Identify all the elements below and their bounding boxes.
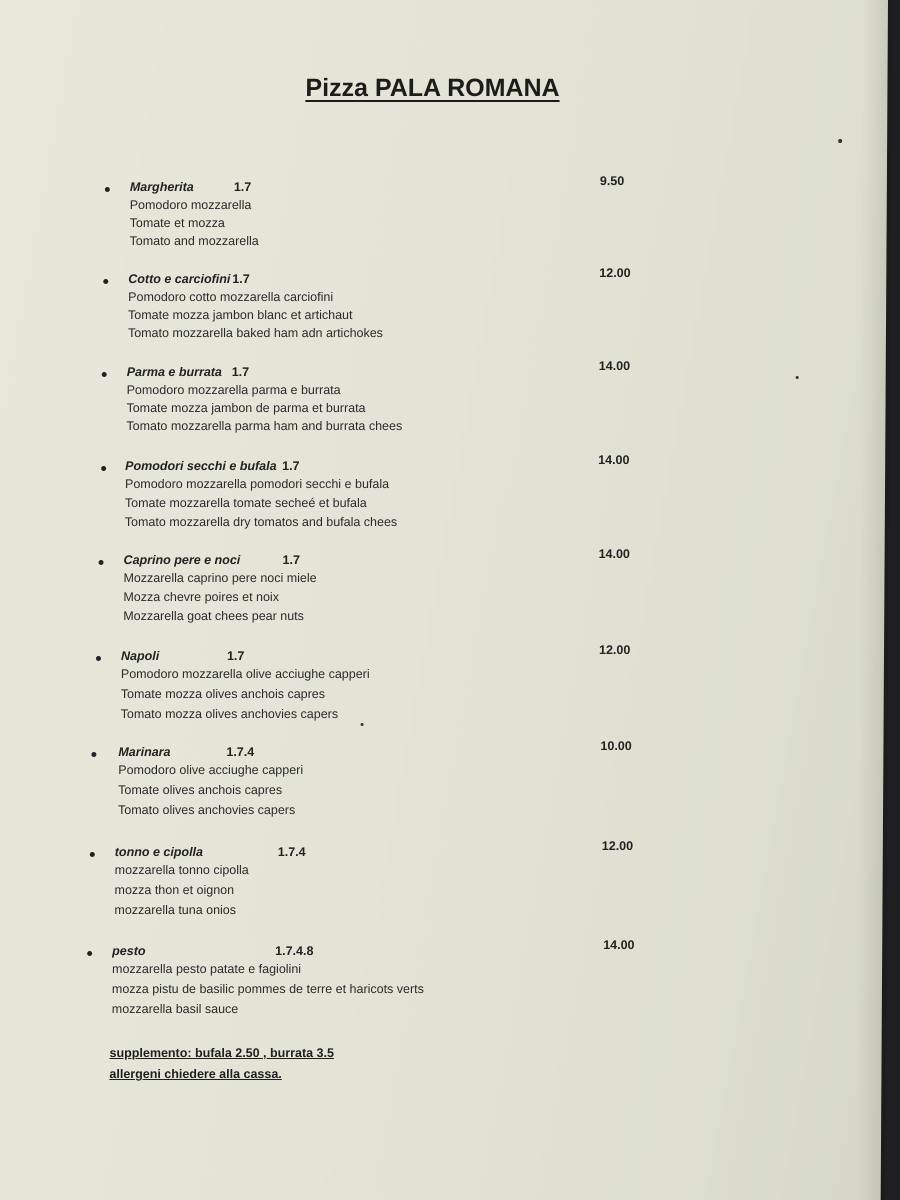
menu-item (0, 547, 885, 643)
menu-item (0, 359, 886, 455)
paper-speck (796, 376, 799, 379)
allergen-code: 1.7.4.8 (275, 944, 314, 958)
menu-item (0, 266, 886, 362)
item-price: 14.00 (598, 359, 631, 373)
bullet-point (91, 752, 96, 757)
allergen-code: 1.7.4 (226, 745, 255, 759)
menu-item (0, 643, 884, 739)
bullet-point (105, 187, 110, 192)
allergen-code: 1.7 (282, 553, 301, 567)
item-name: Pomodori secchi e bufala (125, 459, 277, 473)
menu-title: Pizza PALA ROMANA (305, 74, 560, 102)
item-description: Pomodoro mozzarella parma e burrata (126, 383, 341, 397)
item-description: Pomodoro mozzarella pomodori secchi e bufala (125, 477, 390, 491)
item-description: Tomate mozzarella tomate secheé et bufala (124, 496, 367, 510)
item-description: mozza thon et oignon (114, 883, 235, 897)
item-name: Margherita (129, 180, 194, 194)
item-description: Tomato mozzarella baked ham adn artichokes (127, 326, 384, 340)
item-description: Pomodoro mozzarella olive acciughe capperi (120, 667, 370, 681)
allergen-code: 1.7 (233, 180, 252, 194)
item-name: pesto (112, 944, 146, 958)
paper-speck (361, 723, 364, 726)
item-price: 12.00 (598, 643, 631, 657)
item-description: mozzarella basil sauce (111, 1002, 239, 1016)
allergen-code: 1.7 (226, 649, 245, 663)
item-description: Tomate mozza jambon blanc et artichaut (128, 308, 353, 322)
item-description: Tomate mozza jambon de parma et burrata (126, 401, 366, 415)
menu-item (0, 174, 887, 270)
item-description: mozzarella tonno cipolla (114, 863, 249, 877)
item-price: 10.00 (600, 739, 632, 753)
allergen-code: 1.7 (232, 272, 250, 286)
item-name: Caprino pere e noci (123, 553, 241, 567)
item-price: 12.00 (601, 839, 634, 853)
bullet-point (96, 656, 101, 661)
bullet-point (90, 852, 95, 857)
paper-speck (838, 139, 842, 143)
item-description: mozza pistu de basilic pommes de terre et haricots verts (111, 982, 424, 996)
item-description: Pomodoro mozzarella (129, 198, 252, 212)
item-description: Pomodoro cotto mozzarella carciofini (128, 290, 334, 304)
item-description: Tomate mozza olives anchois capres (120, 687, 326, 701)
allergen-code: 1.7.4 (277, 845, 306, 859)
item-description: Tomato and mozzarella (129, 234, 259, 248)
item-description: Mozza chevre poires et noix (123, 590, 280, 604)
item-name: Napoli (120, 649, 160, 663)
item-description: mozzarella tuna onios (114, 903, 237, 917)
item-price: 14.00 (603, 938, 635, 952)
menu-item (0, 839, 883, 935)
item-price: 9.50 (599, 174, 625, 188)
item-description: Tomato olives anchovies capers (118, 803, 296, 817)
item-description: Mozzarella goat chees pear nuts (123, 609, 304, 623)
item-description: mozzarella pesto patate e fagiolini (112, 962, 302, 976)
bullet-point (99, 560, 104, 565)
item-description: Tomato mozza olives anchovies capers (120, 707, 339, 721)
allergen-note: allergeni chiedere alla cassa. (109, 1067, 282, 1081)
item-name: tonno e cipolla (114, 845, 204, 859)
menu-item (0, 739, 883, 835)
allergen-code: 1.7 (282, 459, 300, 473)
item-name: Parma e burrata (126, 365, 222, 379)
item-description: Mozzarella caprino pere noci miele (123, 571, 317, 585)
bullet-point (103, 279, 108, 284)
item-description: Pomodoro olive acciughe capperi (118, 763, 304, 777)
item-price: 14.00 (598, 453, 630, 467)
supplement-note: supplemento: bufala 2.50 , burrata 3.5 (109, 1046, 334, 1060)
item-description: Tomate et mozza (129, 216, 225, 230)
bullet-point (101, 466, 106, 471)
item-description: Tomato mozzarella parma ham and burrata chees (126, 419, 403, 433)
item-description: Tomate olives anchois capres (118, 783, 283, 797)
bullet-point (102, 372, 107, 377)
item-description: Tomato mozzarella dry tomatos and bufala chees (124, 515, 398, 529)
menu-item (0, 453, 885, 549)
menu-item (0, 938, 882, 1034)
bullet-point (87, 951, 92, 956)
item-price: 12.00 (599, 266, 631, 280)
item-name: Marinara (118, 745, 171, 759)
allergen-code: 1.7 (231, 365, 250, 379)
item-price: 14.00 (598, 547, 630, 561)
item-name: Cotto e carciofini (128, 272, 231, 286)
